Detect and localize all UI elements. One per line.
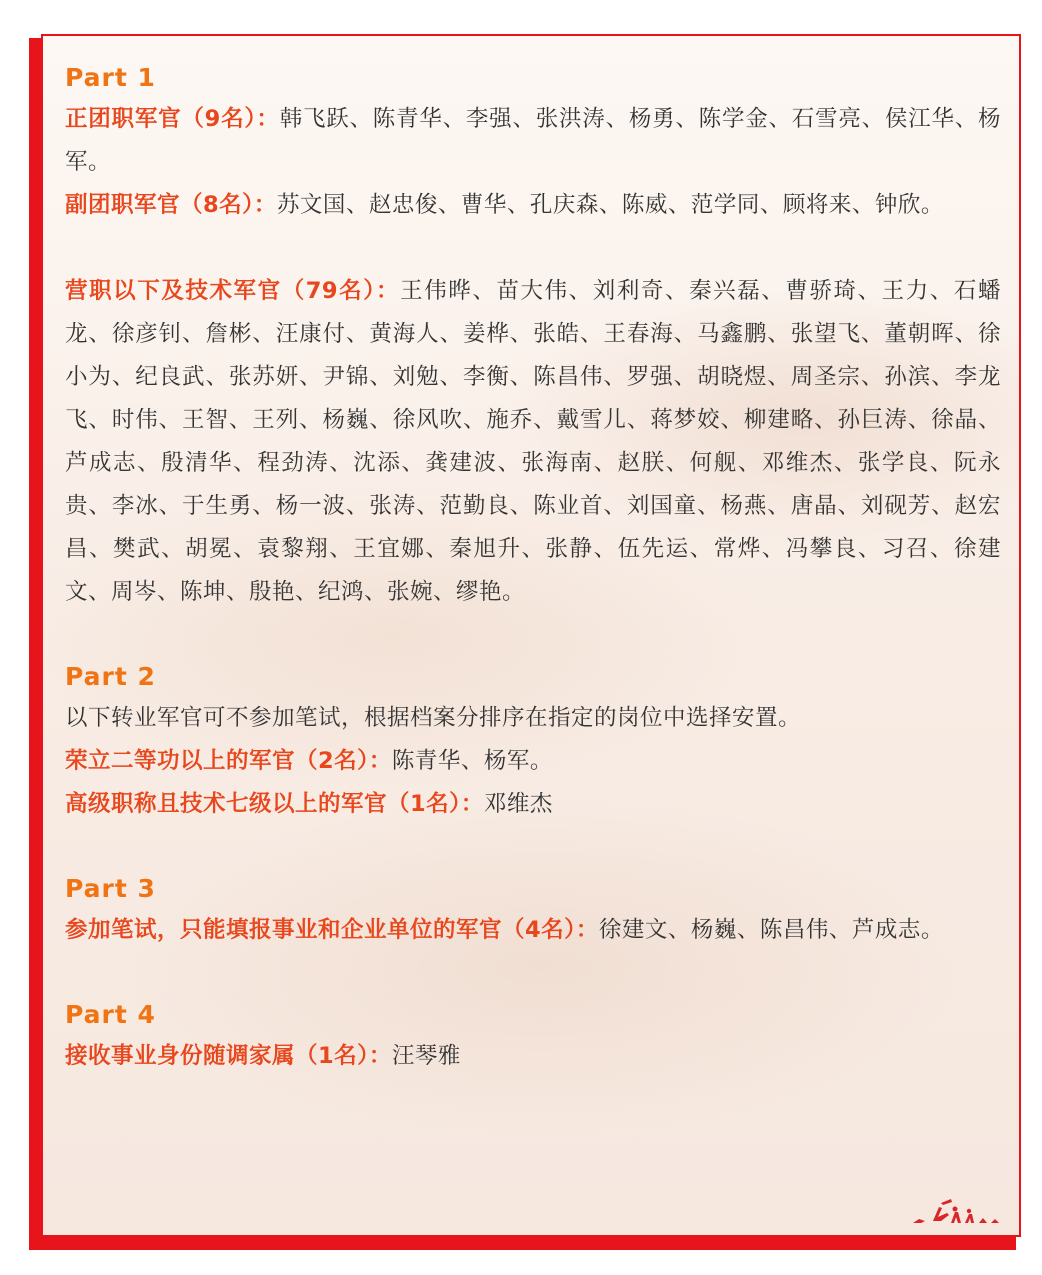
part2-title: Part 2 bbox=[65, 662, 156, 691]
spacer bbox=[65, 227, 1001, 270]
red-flag-figures-icon bbox=[911, 1197, 1001, 1225]
part1-section3-names: 王伟晔、苗大伟、刘利奇、秦兴磊、曹骄琦、王力、石蟠龙、徐彦钊、詹彬、汪康付、黄海人、姜桦、张皓、王春海、马鑫鹏、张望飞、董朝晖、徐小为、纪良武、张苏妍、尹锦、刘勉、李衡、陈昌伟、罗强、胡晓煜、周圣宗、孙滨、李龙飞、时伟、王智、王列、杨巍、徐风吹、施乔、戴雪儿、蒋梦姣、柳建略、孙巨涛、徐晶、芦成志、殷清华、程劲涛、沈添、龚建波、张海南、赵朕、何舰、邓维杰、张学良、阮永贵、李冰、于生勇、杨一波、张涛、范勤良、陈业首、刘国童、杨燕、唐晶、刘砚芳、赵宏昌、樊武、胡冕、袁黎翔、王宜娜、秦旭升、张静、伍先运、常烨、冯攀良、习召、徐建文、周岑、陈坤、殷艳、纪鸿、张婉、缪艳。 bbox=[65, 278, 1001, 605]
spacer bbox=[65, 826, 1001, 869]
part3-section1-label: 参加笔试，只能填报事业和企业单位的军官（4名）： bbox=[65, 917, 599, 943]
part2-section1-names: 陈青华、杨军。 bbox=[391, 748, 553, 774]
part1-section1-names: 韩飞跃、陈青华、李强、张洪涛、杨勇、陈学金、石雪亮、侯江华、杨军。 bbox=[65, 106, 1001, 175]
part2-section1 bbox=[65, 740, 1001, 783]
part1-title: Part 1 bbox=[65, 63, 156, 92]
part1-section2-names: 苏文国、赵忠俊、曹华、孔庆森、陈威、范学同、顾将来、钟欣。 bbox=[276, 192, 944, 218]
part2-section2-names: 邓维杰 bbox=[483, 791, 553, 817]
part1-section1 bbox=[65, 98, 1001, 184]
part1-section3 bbox=[65, 270, 1001, 614]
part4-title: Part 4 bbox=[65, 1000, 156, 1029]
part3-section1-names: 徐建文、杨巍、陈昌伟、芦成志。 bbox=[598, 917, 944, 943]
part4-section1-label: 接收事业身份随调家属（1名）： bbox=[65, 1043, 392, 1069]
part2-intro: 以下转业军官可不参加笔试，根据档案分排序在指定的岗位中选择安置。 bbox=[65, 705, 802, 731]
part1-section2 bbox=[65, 184, 1001, 227]
part1-section1-label: 正团职军官（9名）： bbox=[65, 106, 280, 132]
part1-section2-label: 副团职军官（8名）： bbox=[65, 192, 277, 218]
spacer bbox=[65, 614, 1001, 657]
part3-section1 bbox=[65, 909, 1001, 952]
part2-section1-label: 荣立二等功以上的军官（2名）： bbox=[65, 748, 392, 774]
part2-section2-label: 高级职称且技术七级以上的军官（1名）： bbox=[65, 791, 484, 817]
spacer bbox=[65, 952, 1001, 995]
part2-section2 bbox=[65, 783, 1001, 826]
part4-section1-names: 汪琴雅 bbox=[391, 1043, 461, 1069]
part4-section1 bbox=[65, 1035, 1001, 1078]
announcement-content bbox=[65, 58, 1001, 1078]
part1-section3-label: 营职以下及技术军官（79名）： bbox=[65, 278, 401, 304]
announcement-card bbox=[41, 34, 1021, 1237]
part3-title: Part 3 bbox=[65, 874, 156, 903]
